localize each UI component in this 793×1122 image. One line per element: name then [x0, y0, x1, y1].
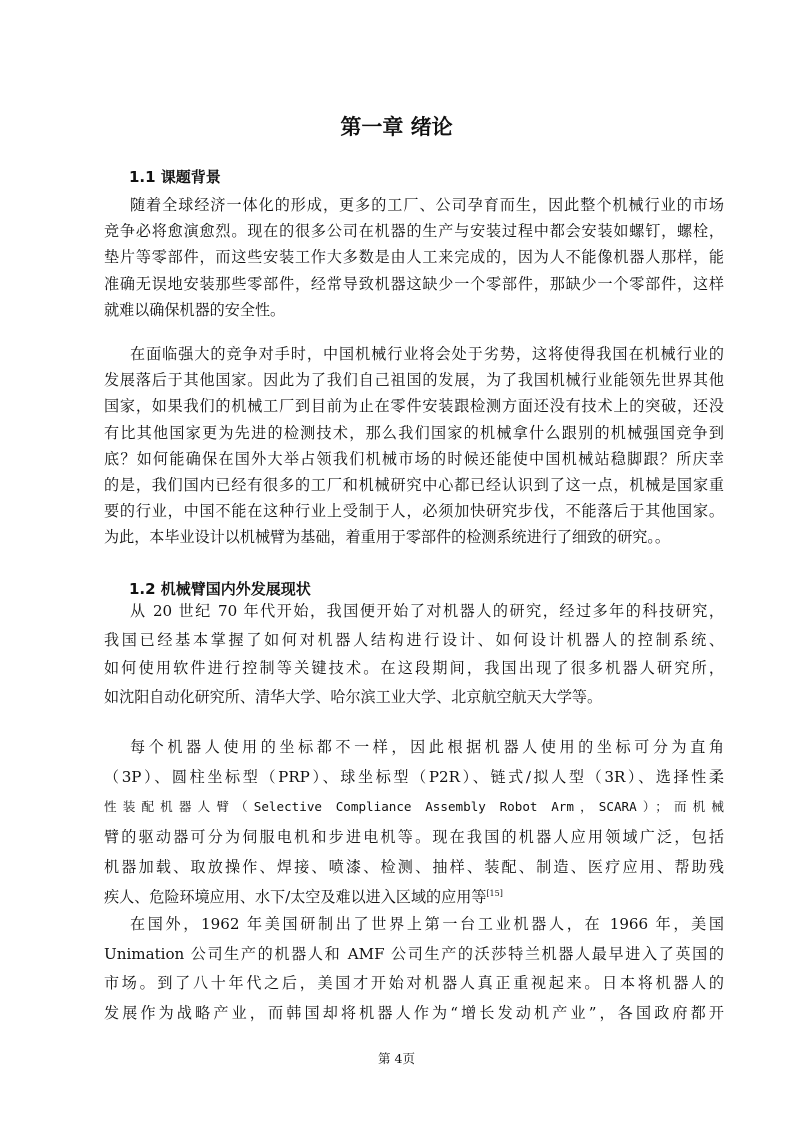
- text-line: 如何使用软件进行控制等关键技术。在这段期间，我国出现了很多机器人研究所，: [104, 659, 724, 677]
- text-line: 的是，我们国内已经有很多的工厂和机械研究中心都已经认识到了这一点，机械是国家重: [104, 476, 724, 495]
- text-line: （3P）、圆柱坐标型（PRP）、球坐标型（P2R）、链式/拟人型（3R）、选择性柔: [104, 768, 724, 786]
- text-line: 在面临强大的竞争对手时，中国机械行业将会处于劣势，这将使得我国在机械行业的: [130, 345, 724, 363]
- paragraph-domestic-1: [104, 597, 724, 711]
- text-line-content: 疾人、危险环境应用、水下/太空及难以进入区域的应用等: [104, 888, 487, 906]
- paragraph-background-2: [104, 341, 724, 551]
- section-heading-1-2: 1.2 机械臂国内外发展现状: [129, 580, 311, 598]
- paragraph-foreign-1: [104, 910, 724, 1028]
- chapter-title: 第一章 绪论: [340, 115, 453, 139]
- citation-marker: [15]: [486, 888, 503, 898]
- text-line: 要的行业，中国不能在这种行业上受制于人，必须加快研究步伐，不能落后于其他国家。: [104, 502, 724, 521]
- text-line: [104, 882, 724, 912]
- text-line: 底？如何能确保在国外大举占领我们机械市场的时候还能使中国机械站稳脚跟？所庆幸: [104, 449, 724, 468]
- text-line: 如沈阳自动化研究所、清华大学、哈尔滨工业大学、北京航空航天大学等。: [104, 687, 603, 706]
- text-line: 发展作为战略产业，而韩国却将机器人作为“增长发动机产业”，各国政府都开: [104, 1003, 724, 1022]
- text-line: 随着全球经济一体化的形成，更多的工厂、公司孕育而生，因此整个机械行业的市场: [130, 196, 724, 214]
- text-line: 就难以确保机器的安全性。: [104, 300, 286, 319]
- text-line: 市场。到了八十年代之后，美国才开始对机器人真正重视起来。日本将机器人的: [104, 974, 724, 992]
- paragraph-domestic-2: [104, 732, 724, 912]
- text-line: 臂的驱动器可分为伺服电机和步进电机等。现在我国的机器人应用领域广泛，包括: [104, 828, 724, 846]
- text-line: 垫片等零部件，而这些安装工作大多数是由人工来完成的，因为人不能像机器人那样，能: [104, 248, 724, 267]
- text-line: 在国外，1962 年美国研制出了世界上第一台工业机器人，在 1966 年，美国: [130, 915, 724, 933]
- text-line: 每个机器人使用的坐标都不一样，因此根据机器人使用的坐标可分为直角: [130, 738, 724, 756]
- paragraph-background-1: [104, 192, 724, 323]
- text-line: 竞争必将愈演愈烈。现在的很多公司在机器的生产与安装过程中都会安装如螺钉，螺栓，: [104, 222, 724, 241]
- text-line: Unimation 公司生产的机器人和 AMF 公司生产的沃莎特兰机器人最早进入了英国的: [104, 944, 724, 963]
- section-heading-1-1: 1.1 课题背景: [129, 168, 221, 186]
- text-line: 国家，如果我们的机械工厂到目前为止在零件安装跟检测方面还没有技术上的突破，还没: [104, 397, 724, 416]
- text-line: 性装配机器人臂（Selective Compliance Assembly Robot Arm，SCARA）；而机械: [104, 799, 724, 814]
- text-line: 机器加载、取放操作、焊接、喷漆、检测、抽样、装配、制造、医疗应用、帮助残: [104, 858, 724, 876]
- text-line: 发展落后于其他国家。因此为了我们自己祖国的发展，为了我国机械行业能领先世界其他: [104, 371, 724, 390]
- text-line: 从 20 世纪 70 年代开始，我国便开始了对机器人的研究，经过多年的科技研究，: [130, 602, 724, 620]
- text-line: 我国已经基本掌握了如何对机器人结构进行设计、如何设计机器人的控制系统、: [104, 630, 724, 649]
- text-line: 有比其他国家更为先进的检测技术，那么我们国家的机械拿什么跟别的机械强国竞争到: [104, 423, 724, 442]
- text-line: 准确无误地安装那些零部件，经常导致机器这缺少一个零部件，那缺少一个零部件，这样: [104, 274, 724, 293]
- text-line: 为此，本毕业设计以机械臂为基础，着重用于零部件的检测系统进行了细致的研究。。: [104, 528, 671, 547]
- page-number-footer: 第 4页: [378, 1051, 415, 1066]
